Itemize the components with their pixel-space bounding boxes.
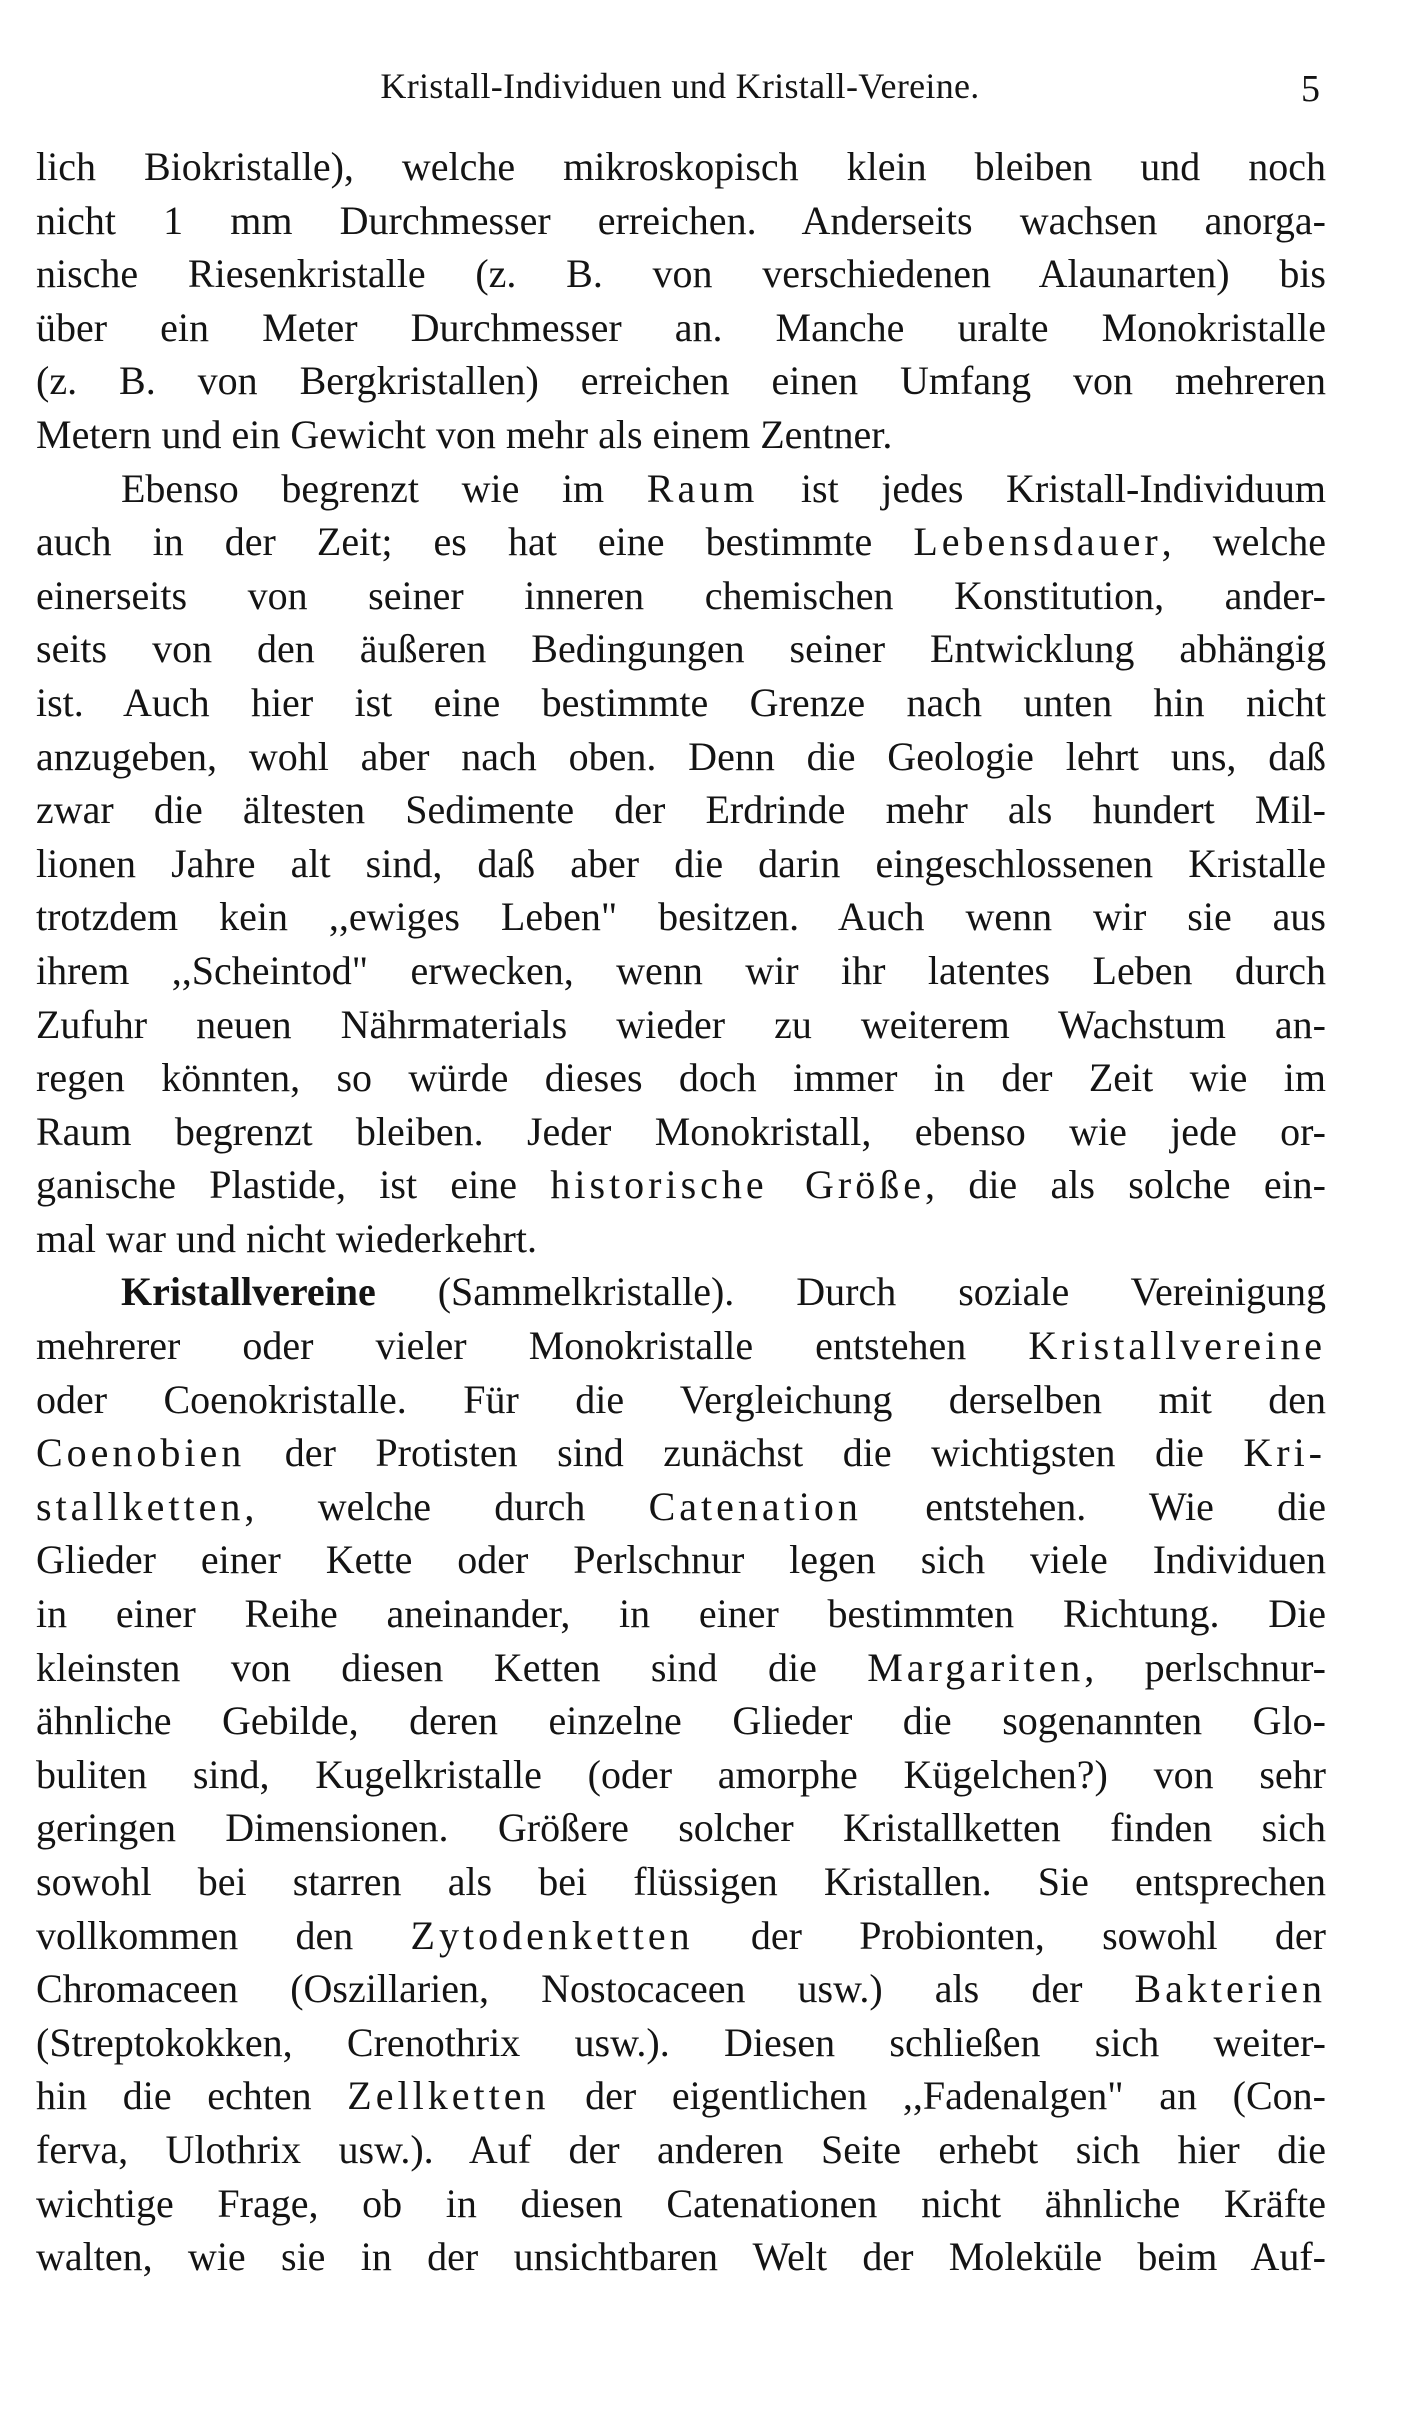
spaced-emphasis: Kristallvereine	[1028, 1323, 1326, 1369]
body-text	[36, 140, 1326, 2284]
text-line	[36, 1909, 1326, 1963]
text-line: Metern und ein Gewicht von mehr als einem Zentner.	[36, 411, 893, 457]
text-line: lich Biokristalle), welche mikroskopisch klein bleiben und noch	[36, 144, 1326, 189]
spaced-emphasis: stallketten	[36, 1483, 245, 1529]
text-segment: ganische Plastide, ist eine	[36, 1162, 551, 1208]
spaced-emphasis: Catenation	[648, 1483, 862, 1529]
text-line: regen könnten, so würde dieses doch immer in der Zeit wie im	[36, 1055, 1326, 1101]
text-line	[36, 1962, 1326, 2016]
text-segment: , welche	[1161, 519, 1326, 565]
page-header	[40, 55, 1320, 115]
text-segment: Ebenso begrenzt wie im	[121, 465, 647, 511]
text-line: mal war und nicht wiederkehrt.	[36, 1215, 537, 1261]
paragraph-3	[36, 1265, 1326, 2283]
text-line	[36, 2069, 1326, 2123]
text-line: oder Coenokristalle. Für die Vergleichung derselben mit den	[36, 1376, 1326, 1422]
text-segment: ist jedes Kristall-Individuum	[758, 465, 1326, 511]
text-line: buliten sind, Kugelkristalle (oder amorphe Kügelchen?) von sehr	[36, 1751, 1326, 1797]
spaced-emphasis: historische Größe	[550, 1162, 925, 1208]
text-segment: (Sammelkristalle). Durch soziale Vereinigung	[375, 1269, 1326, 1315]
text-segment: entstehen. Wie die	[861, 1483, 1327, 1529]
text-line: ähnliche Gebilde, deren einzelne Glieder die sogenannten Glo-	[36, 1698, 1326, 1744]
text-segment: Chromaceen (Oszillarien, Nostocaceen usw.) als der	[36, 1966, 1135, 2012]
text-line: ihrem ,,Scheintod" erwecken, wenn wir ihr latentes Leben durch	[36, 947, 1326, 993]
text-line	[36, 1480, 1326, 1534]
text-line: (z. B. von Bergkristallen) erreichen einen Umfang von mehreren	[36, 358, 1326, 404]
spaced-emphasis: Zytodenketten	[410, 1912, 694, 1958]
text-segment: der Probionten, sowohl der	[693, 1912, 1327, 1958]
text-line: ferva, Ulothrix usw.). Auf der anderen Seite erhebt sich hier die	[36, 2126, 1326, 2172]
text-line: nicht 1 mm Durchmesser erreichen. Anderseits wachsen anorga-	[36, 197, 1326, 243]
text-line: Raum begrenzt bleiben. Jeder Monokristall, ebenso wie jede or-	[36, 1108, 1326, 1154]
text-segment: auch in der Zeit; es hat eine bestimmte	[36, 519, 914, 565]
text-line: in einer Reihe aneinander, in einer bestimmten Richtung. Die	[36, 1591, 1326, 1637]
text-line	[36, 462, 1326, 516]
text-line	[36, 1265, 1326, 1319]
text-line: Glieder einer Kette oder Perlschnur legen sich viele Individuen	[36, 1537, 1326, 1583]
text-line: Zufuhr neuen Nährmaterials wieder zu weiterem Wachstum an-	[36, 1001, 1326, 1047]
bold-heading: Kristallvereine	[121, 1269, 376, 1315]
spaced-emphasis: Coenobien	[36, 1430, 246, 1476]
text-segment: vollkommen den	[36, 1912, 411, 1958]
spaced-emphasis: Kri-	[1243, 1430, 1326, 1476]
text-segment: der Protisten sind zunächst die wichtigsten die	[245, 1430, 1244, 1476]
text-line: lionen Jahre alt sind, daß aber die darin eingeschlossenen Kristalle	[36, 840, 1326, 886]
text-line	[36, 1319, 1326, 1373]
text-line	[36, 1641, 1326, 1695]
text-segment: , die als solche ein-	[924, 1162, 1327, 1208]
text-segment: , welche durch	[244, 1483, 649, 1529]
text-segment: der eigentlichen ,,Fadenalgen" an (Con-	[549, 2073, 1326, 2119]
text-line: über ein Meter Durchmesser an. Manche uralte Monokristalle	[36, 304, 1326, 350]
text-line: zwar die ältesten Sedimente der Erdrinde mehr als hundert Mil-	[36, 787, 1326, 833]
text-line: seits von den äußeren Bedingungen seiner Entwicklung abhängig	[36, 626, 1326, 672]
text-segment: hin die echten	[36, 2073, 348, 2119]
text-line: wichtige Frage, ob in diesen Catenationen nicht ähnliche Kräfte	[36, 2180, 1326, 2226]
paragraph-2	[36, 462, 1326, 1266]
page-number: 5	[1301, 68, 1320, 110]
text-line	[36, 1158, 1326, 1212]
text-line: ist. Auch hier ist eine bestimmte Grenze nach unten hin nicht	[36, 679, 1326, 725]
text-line: anzugeben, wohl aber nach oben. Denn die Geologie lehrt uns, daß	[36, 733, 1326, 779]
text-line: geringen Dimensionen. Größere solcher Kristallketten finden sich	[36, 1805, 1326, 1851]
paragraph-1	[36, 140, 1326, 462]
running-head: Kristall-Individuen und Kristall-Vereine.	[380, 66, 980, 106]
text-line: trotzdem kein ,,ewiges Leben" besitzen. Auch wenn wir sie aus	[36, 894, 1326, 940]
spaced-emphasis: Bakterien	[1134, 1966, 1326, 2012]
text-segment: mehrerer oder vieler Monokristalle entstehen	[36, 1323, 1029, 1369]
text-segment: , perlschnur-	[1084, 1644, 1326, 1690]
spaced-emphasis: Zellketten	[347, 2073, 550, 2119]
text-line	[36, 1426, 1326, 1480]
spaced-emphasis: Raum	[646, 465, 759, 511]
spaced-emphasis: Margariten	[867, 1644, 1085, 1690]
spaced-emphasis: Lebensdauer	[913, 519, 1162, 565]
text-line: (Streptokokken, Crenothrix usw.). Diesen schließen sich weiter-	[36, 2019, 1326, 2065]
text-line: walten, wie sie in der unsichtbaren Welt der Moleküle beim Auf-	[36, 2234, 1326, 2280]
text-line: einerseits von seiner inneren chemischen Konstitution, ander-	[36, 572, 1326, 618]
text-line: nische Riesenkristalle (z. B. von verschiedenen Alaunarten) bis	[36, 251, 1326, 297]
text-line	[36, 515, 1326, 569]
text-segment: kleinsten von diesen Ketten sind die	[36, 1644, 868, 1690]
text-line: sowohl bei starren als bei flüssigen Kristallen. Sie entsprechen	[36, 1859, 1326, 1904]
